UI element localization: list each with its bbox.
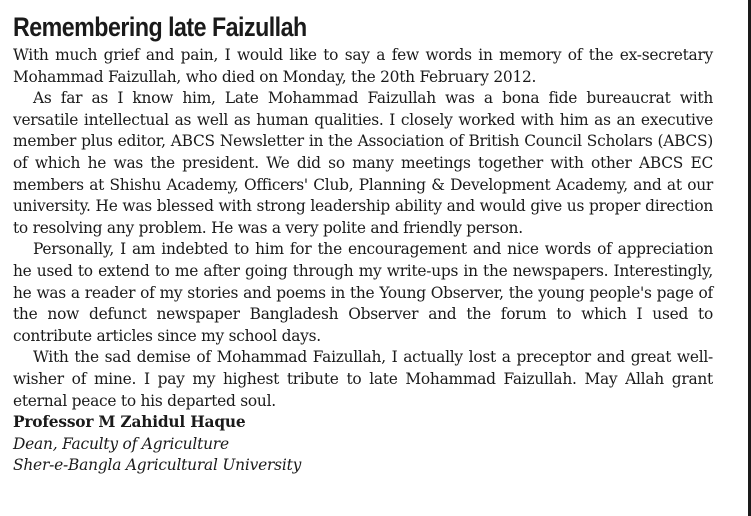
- signature-name: Professor M Zahidul Haque: [13, 413, 246, 432]
- paragraph-tribute: With the sad demise of Mohammad Faizullah, I actually lost a preceptor and great well-wisher of mine. I pay my highest tribute to late Mohammad Faizullah. May Allah grant eternal peace to his departed soul.: [13, 348, 713, 410]
- paragraph-intro: With much grief and pain, I would like to say a few words in memory of the ex-secretary Mohammad Faizullah, who died on Monday, the 20th February 2012.: [13, 46, 713, 86]
- signature-institution: Sher-e-Bangla Agricultural University: [13, 456, 302, 475]
- letter-article: [13, 10, 713, 477]
- article-headline: Remembering late Faizullah: [13, 12, 307, 42]
- signature-title: Dean, Faculty of Agriculture: [13, 434, 229, 453]
- paragraph-personal: Personally, I am indebted to him for the encouragement and nice words of appreciation he used to extend to me after going through my write-ups in the newspapers. Interestingly, he was a reader of my stories and poems in the Young Observer, the young people's page of the now defunct newspaper Bangladesh Observer and the forum to which I used to contribute articles since my school days.: [13, 240, 713, 345]
- paragraph-bureaucrat: As far as I know him, Late Mohammad Faizullah was a bona fide bureaucrat with versatile intellectual as well as human qualities. I closely worked with him as an executive member plus editor, ABCS Newsletter in the Association of British Council Scholars (ABCS) of which he was the president. We did so many meetings together with other ABCS EC members at Shishu Academy, Officers' Club, Planning & Development Academy, and at our university. He was blessed with strong leadership ability and would give us proper direction to resolving any problem. He was a very polite and friendly person.: [13, 89, 713, 237]
- signature-block: [13, 412, 713, 477]
